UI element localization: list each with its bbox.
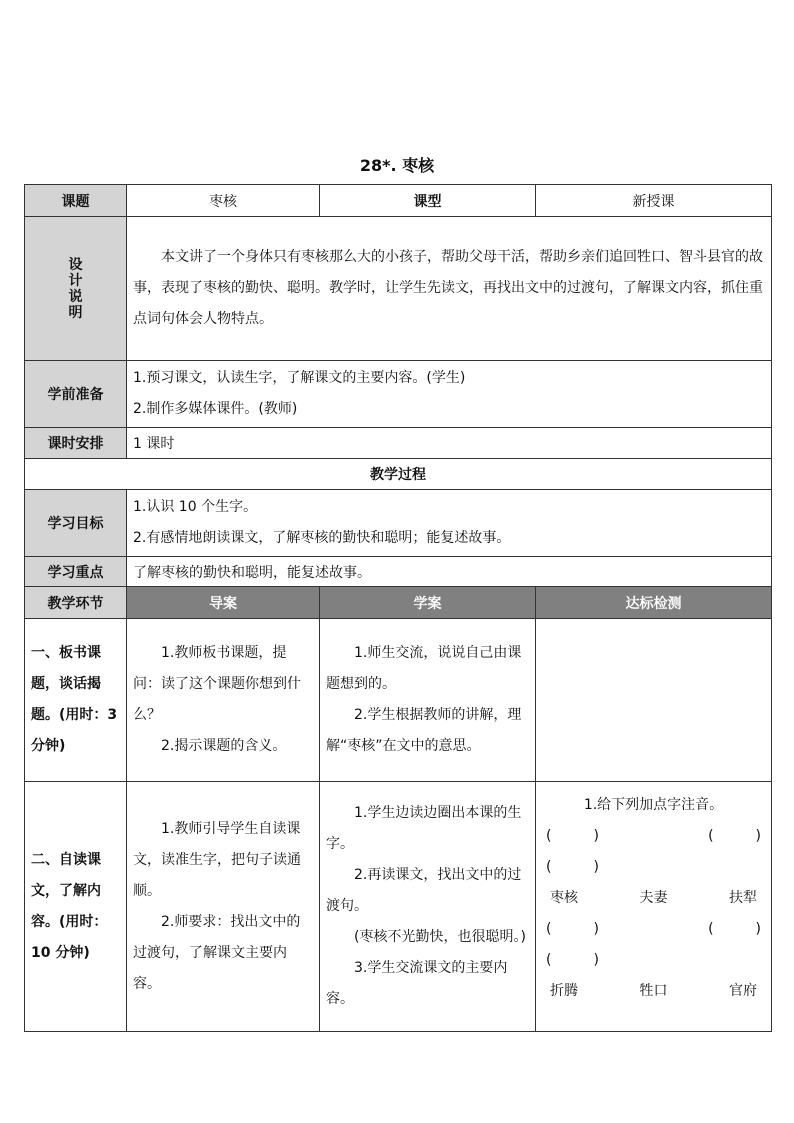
column-study: 学案 bbox=[320, 587, 536, 619]
schedule-label: 课时安排 bbox=[25, 428, 127, 459]
stage1-study-cell bbox=[320, 619, 536, 782]
schedule-value: 1 课时 bbox=[127, 428, 772, 459]
design-label: 设 计 说 明 bbox=[25, 217, 127, 361]
word: 夫妻 bbox=[639, 890, 668, 906]
topic-value: 枣核 bbox=[127, 185, 320, 217]
word: 枣核 bbox=[550, 890, 578, 906]
stage1-study-item: 1.师生交流，说说自己由课题想到的。 bbox=[326, 645, 522, 692]
stage1-guide-item: 1.教师板书课题，提问：读了这个课题你想到什么？ bbox=[133, 645, 301, 723]
lesson-plan-table bbox=[24, 184, 772, 1032]
pinyin-blanks: ( ) bbox=[546, 859, 599, 875]
focus-label: 学习重点 bbox=[25, 557, 127, 587]
pinyin-blanks: ( ) ( ) bbox=[546, 921, 761, 937]
stage1-guide-cell bbox=[127, 619, 320, 782]
goal-item: 1.认识 10 个生字。 bbox=[133, 499, 258, 515]
goal-item: 2.有感情地朗读课文，了解枣核的勤快和聪明；能复述故事。 bbox=[133, 530, 511, 546]
stage1-study-item: 2.学生根据教师的讲解，理解“枣核”在文中的意思。 bbox=[326, 707, 522, 754]
document-title: 28*. 枣核 bbox=[359, 156, 435, 175]
word: 官府 bbox=[729, 983, 757, 999]
pinyin-blanks: ( ) bbox=[546, 952, 599, 968]
design-text: 本文讲了一个身体只有枣核那么大的小孩子，帮助父母干活，帮助乡亲们追回牲口、智斗县官的故事，表现了枣核的勤快、聪明。教学时，让学生先读文，再找出文中的过渡句，了解课文内容，抓住重点词句体会人物特点。 bbox=[133, 249, 763, 327]
goals-label: 学习目标 bbox=[25, 490, 127, 557]
word-row bbox=[536, 976, 771, 1007]
stage1-name-cell bbox=[25, 619, 127, 782]
stage2-guide-cell bbox=[127, 782, 320, 1032]
word: 扶犁 bbox=[729, 890, 757, 906]
goals-cell bbox=[127, 490, 772, 557]
pinyin-blanks: ( ) ( ) bbox=[546, 828, 761, 844]
word-row bbox=[536, 883, 771, 914]
stage1-guide-item: 2.揭示课题的含义。 bbox=[161, 738, 287, 754]
stage2-guide-item: 2.师要求：找出文中的过渡句，了解课文主要内容。 bbox=[133, 913, 301, 992]
type-label: 课型 bbox=[320, 185, 536, 217]
process-header: 教学过程 bbox=[25, 459, 772, 490]
stage1-name: 一、板书课题，谈话揭题。(用时：3 分钟) bbox=[31, 645, 118, 754]
topic-label: 课题 bbox=[25, 185, 127, 217]
focus-value: 了解枣核的勤快和聪明，能复述故事。 bbox=[127, 557, 772, 587]
type-value: 新授课 bbox=[536, 185, 772, 217]
stage2-study-item: 1.学生边读边圈出本课的生字。 bbox=[326, 805, 522, 852]
stage2-study-cell bbox=[320, 782, 536, 1032]
stage2-name-cell bbox=[25, 782, 127, 1032]
column-guide: 导案 bbox=[127, 587, 320, 619]
word: 牲口 bbox=[639, 983, 668, 999]
stage1-check-cell bbox=[536, 619, 772, 782]
stage2-study-item: (枣核不光勤快，也很聪明。) bbox=[354, 929, 526, 945]
word: 折腾 bbox=[550, 983, 578, 999]
prep-item: 1.预习课文，认读生字，了解课文的主要内容。(学生) bbox=[133, 370, 466, 386]
stage2-check-cell bbox=[536, 782, 772, 1032]
stage2-study-item: 3.学生交流课文的主要内容。 bbox=[326, 960, 508, 1007]
prep-label: 学前准备 bbox=[25, 361, 127, 428]
prep-item: 2.制作多媒体课件。(教师) bbox=[133, 401, 298, 417]
prep-cell bbox=[127, 361, 772, 428]
stage2-guide-item: 1.教师引导学生自读课文，读准生字，把句子读通顺。 bbox=[133, 820, 301, 899]
design-text-cell bbox=[127, 217, 772, 361]
check-title: 1.给下列加点字注音。 bbox=[583, 797, 724, 813]
stage2-study-item: 2.再读课文，找出文中的过渡句。 bbox=[326, 867, 522, 914]
column-check: 达标检测 bbox=[536, 587, 772, 619]
column-stage: 教学环节 bbox=[25, 587, 127, 619]
stage2-name: 二、自读课文，了解内容。(用时：10 分钟) bbox=[31, 851, 108, 961]
